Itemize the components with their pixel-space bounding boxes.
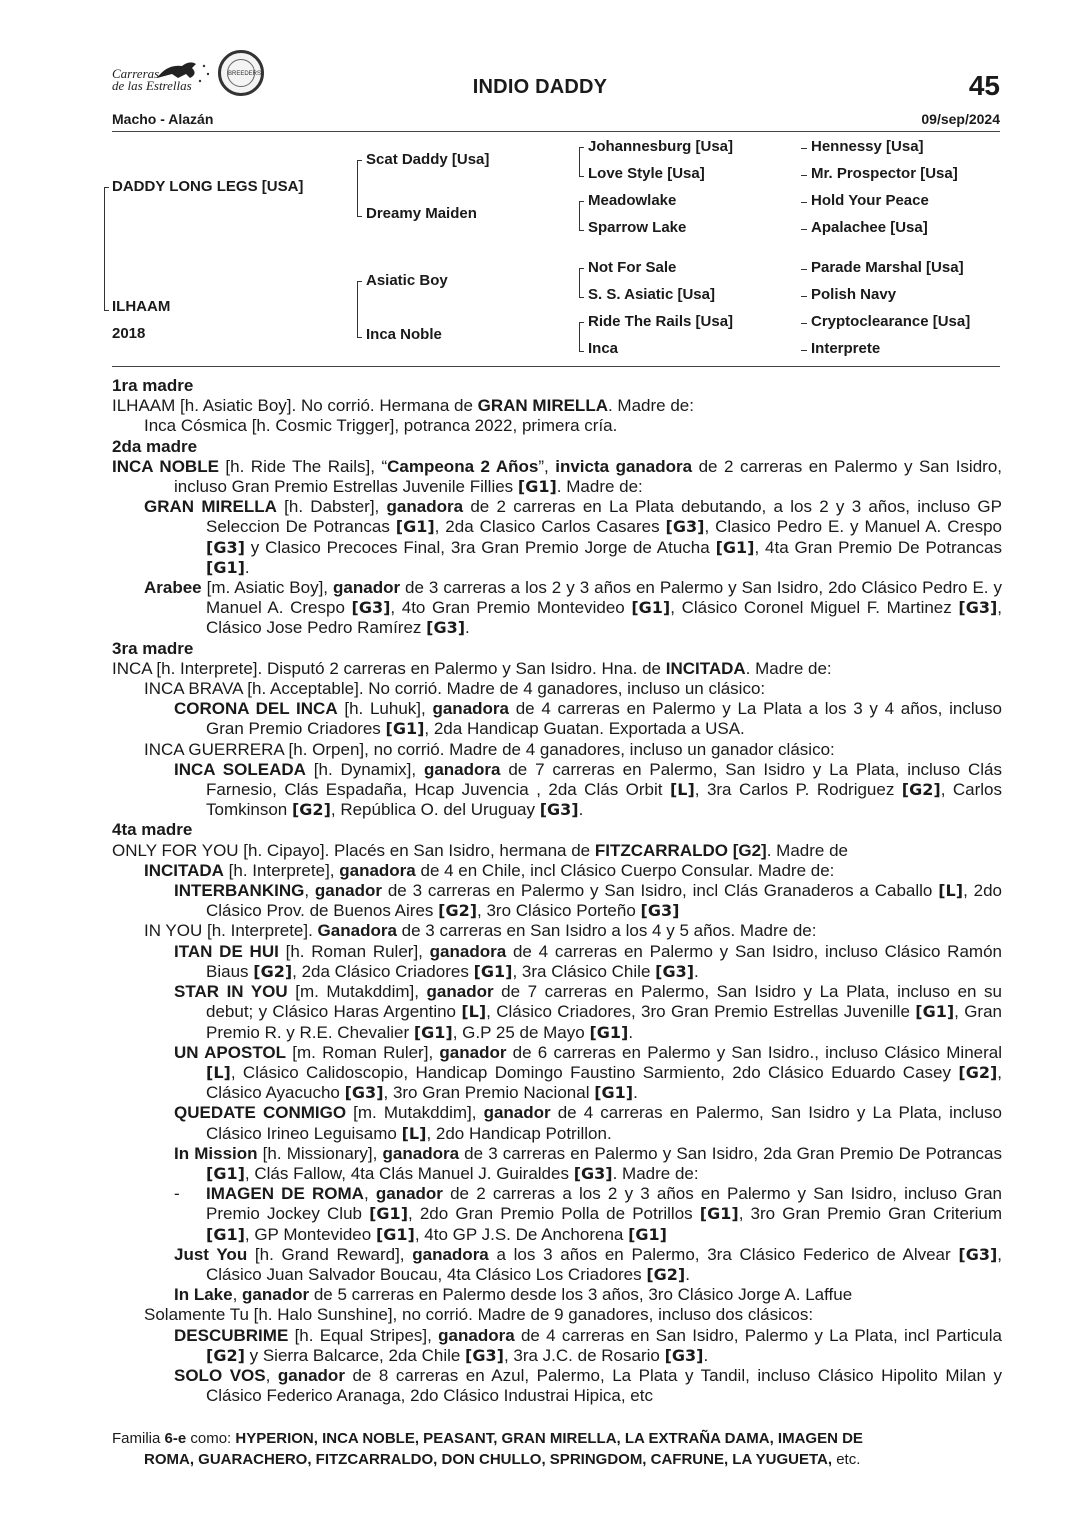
gen4-dash-1 <box>801 148 807 149</box>
text: , 2do Clásico Prov. de Buenos Aires <box>206 881 1002 921</box>
grade-label: [G2] <box>646 1264 686 1284</box>
text: , 2da Clásico Criadores <box>292 961 474 981</box>
text-bold: ganador <box>375 1184 443 1204</box>
gen3-6: S. S. Asiatic [Usa] <box>588 286 715 303</box>
text-bold: ganador <box>242 1285 310 1305</box>
grade-label: [G2] <box>253 961 293 981</box>
text-bold: ganador <box>277 1365 345 1385</box>
grade-label: [G1] <box>375 1224 415 1244</box>
gen3-bracket-3 <box>579 268 584 298</box>
grade-label: [G1] <box>385 719 425 739</box>
section-heading-3: 3ra madre <box>112 638 194 658</box>
text: , Clásico Ayacucho <box>206 1062 1002 1103</box>
text: de 3 carreras en Palermo y San Isidro, incl Clás Granaderos a Caballo <box>381 881 939 901</box>
dam-sire: Asiatic Boy <box>366 272 448 289</box>
produce-entry <box>112 740 1002 760</box>
text-bold: Ganadora <box>317 921 397 941</box>
grade-label: [G1] <box>473 961 513 981</box>
produce-entry <box>112 679 1002 699</box>
text: de 4 carreras en Palermo y La Plata a los 3 y 4 años, incluso Gran Premio Criadores <box>206 699 1003 739</box>
text: de 3 carreras en Palermo y San Isidro, 2da Gran Premio De Potrancas <box>459 1143 1002 1163</box>
page-number: 45 <box>968 70 1000 101</box>
text: ONLY FOR YOU [h. Cipayo]. Placés en San Isidro, hermana de <box>112 840 595 860</box>
grade-label: [G2] <box>438 901 478 921</box>
gen3-bracket-1 <box>579 147 584 177</box>
text-bold: ganador <box>333 578 401 598</box>
produce-entry <box>112 881 1002 921</box>
text: Inca Cósmica [h. Cosmic Trigger], potranca 2022, primera cría. <box>144 416 618 436</box>
text-bold: STAR IN YOU <box>174 982 288 1002</box>
grade-label: [L] <box>669 780 695 800</box>
text: . Madre de: <box>607 396 694 416</box>
text-bold: invicta ganadora <box>555 456 693 476</box>
grade-label: [G2] <box>291 800 331 820</box>
text-bold: ganador <box>426 982 494 1002</box>
text-bold: ganador <box>483 1103 551 1123</box>
text: de 5 carreras en Palermo desde los 3 años, 3ro Clásico Jorge A. Laffue <box>309 1285 853 1305</box>
grade-label: [G3] <box>465 1345 504 1365</box>
grade-label: [G3] <box>351 598 391 618</box>
text: de 4 en Chile, incl Clásico Cuerpo Consular. Madre de: <box>415 860 835 880</box>
family-number: 6-e <box>164 1430 187 1447</box>
text-bold: INCA SOLEADA <box>174 759 306 779</box>
text: [h. Missionary], <box>257 1143 383 1163</box>
first-dam-entry <box>112 396 1002 416</box>
text-bold: QUEDATE CONMIGO <box>174 1103 347 1123</box>
text: . <box>465 618 470 638</box>
text: , 4to Gran Premio Montevideo <box>390 598 632 618</box>
text: . Madre de: <box>745 658 832 678</box>
logo-text-2: de las Estrellas <box>112 78 192 93</box>
text: de 3 carreras a los 2 y 3 años en Palermo y San Isidro, 2do Clásico Pedro E. y Manuel A. Crespo <box>206 578 1002 618</box>
text-bold: IMAGEN DE ROMA <box>206 1184 364 1204</box>
text-bold: ganadora <box>382 1143 460 1163</box>
text-bold: In Lake <box>174 1285 233 1305</box>
text-bold: ganadora <box>429 941 507 961</box>
text: , 3ro Gran Premio Gran Criterium <box>738 1204 1002 1224</box>
family-names: HYPERION, INCA NOBLE, PEASANT, GRAN MIRELLA, LA EXTRAÑA DAMA, IMAGEN DE <box>235 1430 863 1447</box>
fourth-dam-entry <box>112 841 1002 861</box>
text: , <box>232 1285 243 1305</box>
grade-label: [G3] <box>655 961 695 981</box>
text: INCA GUERRERA [h. Orpen], no corrió. Madre de 4 ganadores, incluso un ganador clásico: <box>144 739 835 759</box>
text-bold: ganadora <box>423 759 501 779</box>
grade-label: [G2] <box>206 1345 245 1365</box>
grade-label: [G3] <box>640 901 680 921</box>
grade-label: [G3] <box>664 1345 704 1365</box>
text-bold: INCITADA <box>144 860 224 880</box>
text: , 4ta Gran Premio De Potrancas <box>754 537 1002 557</box>
text-bold: ganadora <box>432 699 509 719</box>
produce-entry <box>112 1326 1002 1366</box>
produce-entry <box>112 982 1002 1043</box>
text-bold: ganador <box>439 1042 507 1062</box>
text: . <box>628 1022 634 1042</box>
text: , 2do Gran Premio Polla de Potrillos <box>408 1204 700 1224</box>
text: . <box>694 961 699 981</box>
grade-label: [G1] <box>915 1002 955 1022</box>
produce-entry <box>112 1305 1002 1325</box>
gen4-1: Hennessy [Usa] <box>811 138 924 155</box>
text: como: <box>186 1430 236 1447</box>
gen1-bracket <box>104 187 109 311</box>
text: , 2do Handicap Potrillon. <box>426 1123 612 1143</box>
grade-label: [G1] <box>628 1224 667 1244</box>
grade-label: [G1] <box>517 477 557 497</box>
gen3-5: Not For Sale <box>588 259 677 276</box>
text: INCA [h. Interprete]. Disputó 2 carreras en Palermo y San Isidro. Hna. de <box>112 658 666 678</box>
produce-entry <box>112 942 1002 982</box>
gen3-7: Ride The Rails [Usa] <box>588 313 734 330</box>
text: , 3ra Carlos P. Rodriguez <box>694 780 902 800</box>
text: . <box>633 1083 638 1103</box>
gen4-dash-2 <box>801 175 807 176</box>
grade-label: [G1] <box>413 1022 453 1042</box>
grade-label: [G1] <box>594 1083 634 1103</box>
gen4-dash-3 <box>801 202 807 203</box>
sex-color: Macho - Alazán <box>112 111 214 127</box>
gen4-7: Cryptoclearance [Usa] <box>811 313 971 330</box>
text: , GP Montevideo <box>244 1224 376 1244</box>
gen4-4: Apalachee [Usa] <box>811 219 928 236</box>
text: [h. Roman Ruler], <box>278 941 430 961</box>
text: . Madre de: <box>556 477 643 497</box>
produce-entry <box>112 1103 1002 1143</box>
text: y Clasico Precoces Final, 3ra Gran Premio Jorge de Atucha <box>244 537 716 557</box>
text: . <box>685 1264 690 1284</box>
text: [h. Interprete], <box>223 860 340 880</box>
gen3-2: Love Style [Usa] <box>588 165 705 182</box>
gen4-2: Mr. Prospector [Usa] <box>811 165 958 182</box>
grade-label: [G1] <box>395 517 435 537</box>
text: Solamente Tu [h. Halo Sunshine], no corrió. Madre de 9 ganadores, incluso dos clásicos: <box>144 1305 814 1325</box>
pedigree-divider <box>112 366 1000 367</box>
produce-entry <box>112 1144 1002 1184</box>
grade-label: [G1] <box>206 1224 245 1244</box>
text: Familia <box>112 1430 165 1447</box>
second-dam-entry <box>112 457 1002 497</box>
text-bold: Campeona 2 Años <box>387 456 539 476</box>
sire: DADDY LONG LEGS [USA] <box>112 178 304 195</box>
badge-text: BREEDERS <box>227 59 255 87</box>
produce-entry <box>112 578 1002 639</box>
header-divider <box>112 131 1000 132</box>
text: ”, <box>538 456 556 476</box>
produce-entry <box>112 1285 1002 1305</box>
logo-text-1: Carreras <box>112 66 160 81</box>
text: , <box>265 1365 278 1385</box>
gen3-8: Inca <box>588 340 619 357</box>
birth-year: 2018 <box>112 325 146 342</box>
text: [h. Grand Reward], <box>247 1244 413 1264</box>
produce-entry <box>112 861 1002 881</box>
grade-label: [G3] <box>573 1163 613 1183</box>
text: IN YOU [h. Interprete]. <box>144 921 318 941</box>
text: . <box>578 800 584 820</box>
section-heading-2: 2da madre <box>112 436 198 456</box>
grade-label: [L] <box>401 1123 427 1143</box>
footer-line-2 <box>112 1449 1002 1470</box>
text-bold: SOLO VOS <box>174 1365 266 1385</box>
text-bold: CORONA DEL INCA <box>174 699 338 719</box>
text: , Clásico Jose Pedro Ramírez <box>206 598 1002 638</box>
sire-dam: Dreamy Maiden <box>366 205 477 222</box>
text-bold: GRAN MIRELLA <box>144 497 277 517</box>
text: . <box>703 1345 709 1365</box>
grade-label: [G3] <box>539 800 579 820</box>
text: ILHAAM [h. Asiatic Boy]. No corrió. Hermana de <box>112 396 478 416</box>
gen3-3: Meadowlake <box>588 192 677 209</box>
grade-label: [G1] <box>589 1022 629 1042</box>
gen4-dash-7 <box>801 323 807 324</box>
grade-label: [G3] <box>665 517 705 537</box>
text: [m. Roman Ruler], <box>286 1042 440 1062</box>
text-bold: Just You <box>174 1244 248 1264</box>
produce-entry <box>112 1245 1002 1285</box>
text-bold: ITAN DE HUI <box>174 941 279 961</box>
text: de 2 carreras en La Plata debutando, a los 2 y 3 años, incluso GP Seleccion De Potrancas <box>206 497 1002 537</box>
grade-label: [G2] <box>958 1062 998 1082</box>
text: de 2 carreras a los 2 y 3 años en Palermo y San Isidro, incluso Gran Premio Jockey Club <box>206 1184 1003 1224</box>
produce-entry <box>112 1184 1002 1245</box>
text: , <box>304 881 315 901</box>
text-bold: ganador <box>314 881 382 901</box>
text: [h. Ride The Rails], “ <box>218 456 388 476</box>
text: de 4 carreras en Palermo, San Isidro y La Plata, incluso Clásico Irineo Leguisamo <box>206 1103 1002 1143</box>
produce-entry <box>112 497 1002 578</box>
text: [m. Mutakddim], <box>346 1103 484 1123</box>
text-bold: ganadora <box>438 1325 515 1345</box>
text: , 2da Handicap Guatan. Exportada a USA. <box>424 719 745 739</box>
grade-label: [G3] <box>206 537 245 557</box>
produce-entry <box>112 760 1002 821</box>
text: [m. Asiatic Boy], <box>201 578 334 598</box>
text: , 4to GP J.S. De Anchorena <box>414 1224 629 1244</box>
text: . Madre de: <box>612 1163 699 1183</box>
gen2-bracket-a <box>357 160 362 217</box>
produce-entry <box>112 699 1002 739</box>
text: etc. <box>832 1451 861 1468</box>
text: de 4 carreras en Palermo y San Isidro, incluso Clásico Ramón Biaus <box>206 941 1002 981</box>
gen4-5: Parade Marshal [Usa] <box>811 259 964 276</box>
grade-label: [L] <box>206 1062 231 1082</box>
text: [h. Luhuk], <box>337 699 433 719</box>
bullet-dash: - <box>174 1184 180 1204</box>
gen4-dash-4 <box>801 229 807 230</box>
text: [h. Dabster], <box>276 497 387 517</box>
grade-label: [G3] <box>426 618 466 638</box>
text-bold: ganadora <box>412 1244 489 1264</box>
third-dam-entry <box>112 659 1002 679</box>
text: de 7 carreras en Palermo, San Isidro y La Plata, incluso Clás Farnesio, Clás Espadaña, Hcap Juvencia , 2da Clás Orbit <box>206 759 1003 800</box>
text: . <box>244 557 250 577</box>
gen4-dash-6 <box>801 296 807 297</box>
dam-dam: Inca Noble <box>366 326 442 343</box>
grade-label: [G3] <box>344 1083 384 1103</box>
text-bold: INCITADA <box>665 658 746 678</box>
grade-label: [G3] <box>958 1244 998 1264</box>
grade-label: [L] <box>938 881 964 901</box>
text: , 3ro Gran Premio Nacional <box>383 1083 595 1103</box>
text: [m. Mutakddim], <box>287 982 427 1002</box>
text-bold: ganadora <box>386 497 464 517</box>
sire-sire: Scat Daddy [Usa] <box>366 151 490 168</box>
text: . Madre de <box>766 840 848 860</box>
text: , Clásico Juan Salvador Boucau, 4ta Clásico Los Criadores <box>206 1244 1002 1284</box>
gen3-bracket-2 <box>579 201 584 231</box>
text-bold: UN APOSTOL <box>174 1042 287 1062</box>
text: , <box>363 1184 376 1204</box>
section-heading-1: 1ra madre <box>112 376 194 395</box>
gen3-4: Sparrow Lake <box>588 219 687 236</box>
text-bold: INTERBANKING <box>174 881 305 901</box>
produce-entry <box>112 416 1002 436</box>
text: , 3ra Clásico Chile <box>512 961 656 981</box>
text: , Clásico Criadores, 3ro Gran Premio Estrellas Juvenille <box>486 1002 916 1022</box>
grade-label: [G1] <box>369 1204 408 1224</box>
produce-entry <box>112 1043 1002 1104</box>
grade-label: [G1] <box>631 598 671 618</box>
text: , 3ro Clásico Porteño <box>477 901 641 921</box>
text: y Sierra Balcarce, 2da Chile <box>244 1345 466 1365</box>
grade-label: [G1] <box>206 557 245 577</box>
family-names: ROMA, GUARACHERO, FITZCARRALDO, DON CHULLO, SPRINGDOM, CAFRUNE, LA YUGUETA, <box>144 1451 833 1468</box>
gen3-1: Johannesburg [Usa] <box>588 138 734 155</box>
text-bold: ganadora <box>339 860 416 880</box>
grade-label: [G1] <box>206 1163 245 1183</box>
gen4-dash-5 <box>801 269 807 270</box>
text: de 4 carreras en San Isidro, Palermo y La Plata, incl Particula <box>514 1325 1002 1345</box>
text-bold: FITZCARRALDO [G2] <box>594 840 767 860</box>
text: [h. Dynamix], <box>305 759 424 779</box>
date: 09/sep/2024 <box>921 111 1000 127</box>
text: , Clás Fallow, 4ta Clás Manuel J. Guiraldes <box>244 1163 574 1183</box>
gen4-3: Hold Your Peace <box>811 192 929 209</box>
gen4-8: Interprete <box>811 340 881 357</box>
grade-label: [G1] <box>699 1204 739 1224</box>
text: , República O. del Uruguay <box>330 800 540 820</box>
dam: ILHAAM <box>112 298 171 315</box>
gen2-bracket-b <box>357 281 362 338</box>
text: , Clásico Coronel Miguel F. Martinez <box>670 598 959 618</box>
text: de 6 carreras en Palermo y San Isidro., incluso Clásico Mineral <box>506 1042 1002 1062</box>
gen4-dash-8 <box>801 350 807 351</box>
text-bold: GRAN MIRELLA <box>477 396 608 416</box>
text: , 2da Clasico Carlos Casares <box>434 517 666 537</box>
text: [h. Equal Stripes], <box>288 1325 439 1345</box>
produce-entry <box>112 921 1002 941</box>
gen3-bracket-4 <box>579 322 584 352</box>
grade-label: [G3] <box>958 598 998 618</box>
grade-label: [G2] <box>901 780 941 800</box>
text: a los 3 años en Palermo, 3ra Clásico Federico de Alvear <box>488 1244 959 1264</box>
horse-name-title: INDIO DADDY <box>472 76 608 98</box>
text-bold: DESCUBRIME <box>174 1325 289 1345</box>
text: de 3 carreras en San Isidro a los 4 y 5 años. Madre de: <box>396 921 817 941</box>
text: , 3ra J.C. de Rosario <box>503 1345 665 1365</box>
text-bold: In Mission <box>174 1143 258 1163</box>
text: , Gran Premio R. y R.E. Chevalier <box>206 1002 1002 1042</box>
family-footer <box>112 1428 1002 1470</box>
text: , Clásico Calidoscopio, Handicap Domingo Faustino Sarmiento, 2do Clásico Eduardo Casey <box>230 1062 959 1082</box>
grade-label: [L] <box>461 1002 487 1022</box>
text-bold: Arabee <box>144 578 202 598</box>
section-heading-4: 4ta madre <box>112 820 193 840</box>
text: , Clasico Pedro E. y Manuel A. Crespo <box>704 517 1002 537</box>
text: , G.P 25 de Mayo <box>452 1022 590 1042</box>
text: INCA BRAVA [h. Acceptable]. No corrió. Madre de 4 ganadores, incluso un clásico: <box>144 679 766 699</box>
text: de 2 carreras en Palermo y San Isidro, incluso Gran Premio Estrellas Juvenile Fillies <box>174 456 1003 497</box>
text: , Carlos Tomkinson <box>206 780 1002 820</box>
produce-entry <box>112 1366 1002 1406</box>
text-bold: INCA NOBLE <box>112 456 219 476</box>
text: de 8 carreras en Azul, Palermo, La Plata y Tandil, incluso Clásico Hipolito Milan y Clásico Federico Aranaga, 2do Clásico Industrai Hipica, etc <box>206 1365 1002 1406</box>
gen4-6: Polish Navy <box>811 286 897 303</box>
text: de 7 carreras en Palermo, San Isidro y La Plata, incluso en su debut; y Clásico Haras Argentino <box>206 982 1002 1022</box>
grade-label: [G1] <box>715 537 755 557</box>
female-family-text <box>112 376 1002 1406</box>
